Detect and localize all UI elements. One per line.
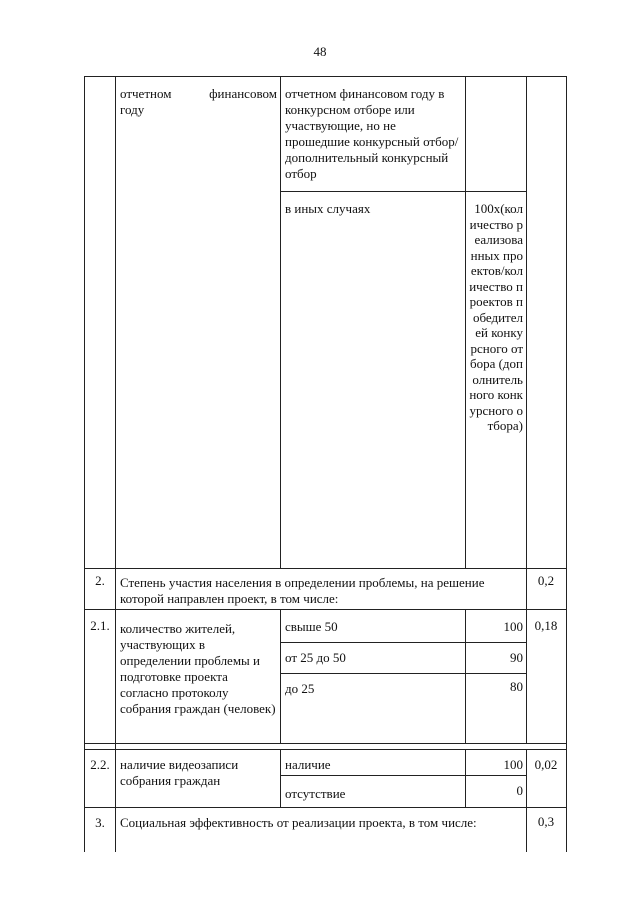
condition-label: отсутствие [285,786,346,801]
row-criterion: количество жителей, участвующих в определении проблемы и подготовке проекта согласно протоколу собрания граждан (человек) [120,621,276,716]
col-divider-2-r21 [280,609,281,743]
row-num: 2.1. [90,618,110,633]
row-criterion: Социальная эффективность от реализации проекта, в том числе: [120,815,477,830]
cond-divider-21a [280,642,526,643]
condition-score: 100 [503,757,523,772]
row-divider-21 [85,609,566,610]
row-divider-22 [85,743,566,744]
col-divider-4-top [526,77,527,568]
condition-label: свыше 50 [285,619,338,634]
cond-divider-22 [280,775,526,776]
col-divider-1 [115,77,116,852]
row-weight: 0,2 [537,573,555,588]
row-divider-3 [85,807,566,808]
col-divider-2-r22 [280,749,281,807]
condition-prior-participation: отчетном финансовом году в конкурсном отборе или участвующие, но не прошедшие конкурсный отбор/ дополнительный конкурсный отбор [285,86,459,181]
row-criterion: наличие видеозаписи собрания граждан [120,757,239,788]
condition-score: 80 [510,679,523,694]
row-divider-22b [85,749,566,750]
condition-score: 0 [516,783,523,798]
col-divider-3-r22 [465,749,466,807]
row-num: 2. [95,573,105,588]
row-divider-2 [85,568,566,569]
condition-label: до 25 [285,681,315,696]
criterion-cont-line2: году [120,102,145,117]
condition-other-cases: в иных случаях [285,201,371,216]
col-divider-3-r21 [465,609,466,743]
row-num: 2.2. [90,757,110,772]
criteria-table [84,76,567,852]
row-weight: 0,18 [534,618,558,633]
condition-label: наличие [285,757,331,772]
condition-score: 100 [503,619,523,634]
row-weight: 0,3 [537,814,555,829]
col-divider-2-top [280,77,281,568]
row-criterion: Степень участия населения в определении проблемы, на решение которой направлен проект, в том числе: [120,575,485,606]
row-weight: 0,02 [534,757,558,772]
col-divider-3-top [465,77,466,568]
page-number: 48 [313,44,327,59]
criterion-cont-line1: отчетном финансовом [120,86,277,101]
condition-label: от 25 до 50 [285,650,346,665]
formula-other-cases: 100х(количество реализованных проектов/количество проектов победителей конкурсного отбора (дополнительного конкурсного отбора) [469,201,523,433]
condition-score: 90 [510,650,523,665]
cond-divider-21b [280,673,526,674]
row-num: 3. [95,815,105,830]
cond-divider-top [280,191,526,192]
